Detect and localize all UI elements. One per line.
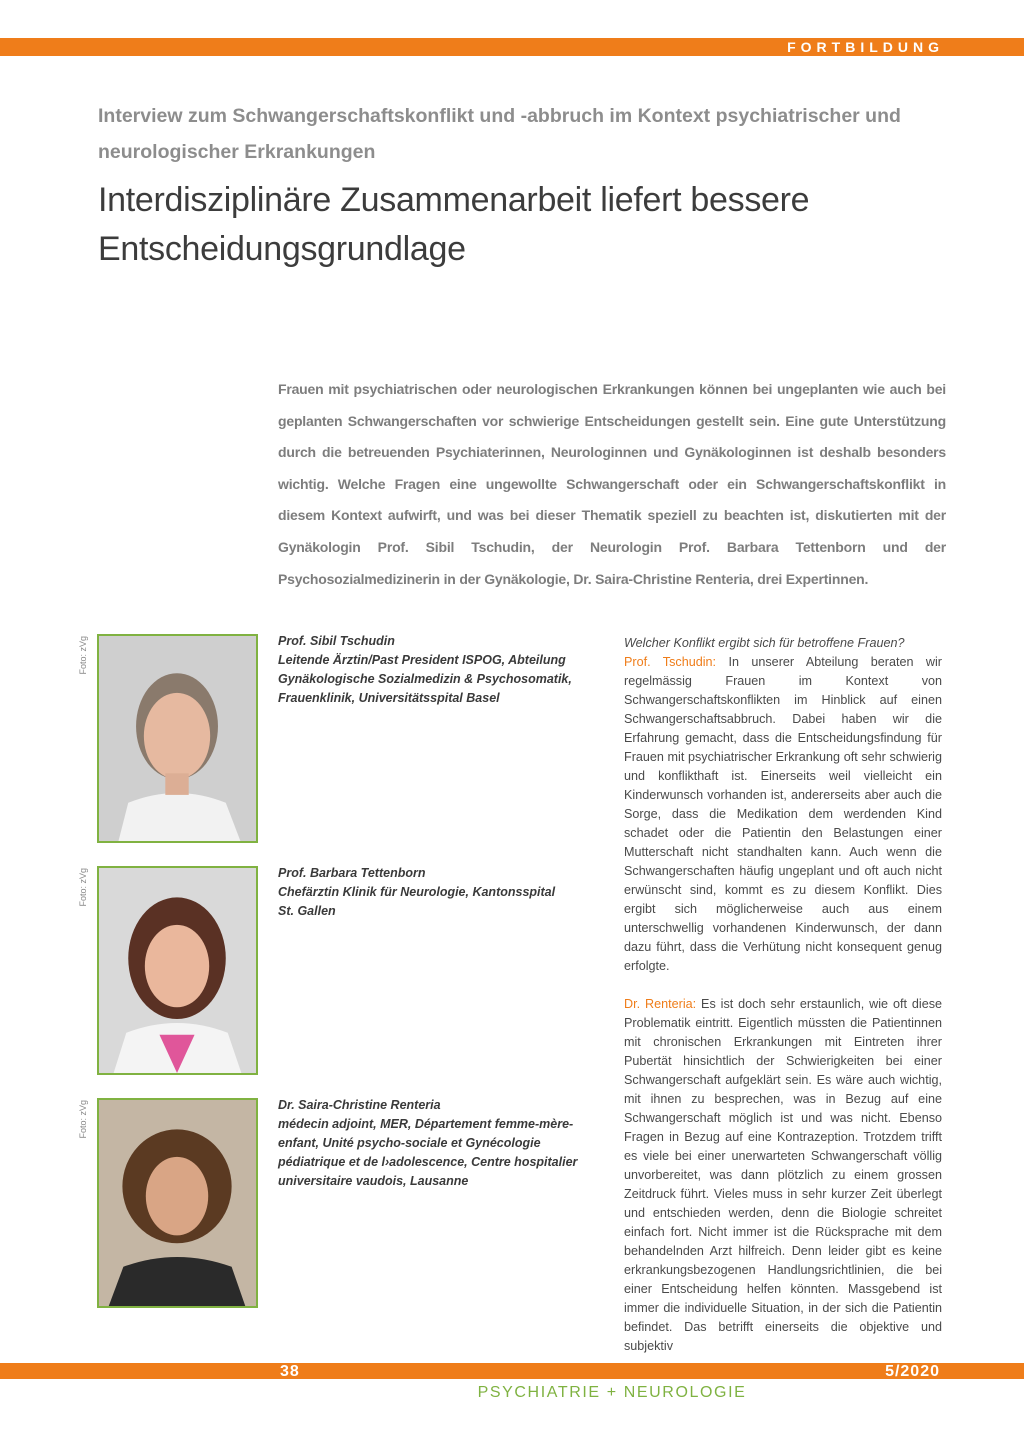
expert-affiliation-line: Chefärztin Klinik für Neurologie, Kantonsspital xyxy=(278,885,556,899)
section-bar xyxy=(0,38,1024,56)
section-label: FORTBILDUNG xyxy=(787,39,944,55)
portrait-tschudin xyxy=(97,634,258,843)
portrait-image xyxy=(99,868,256,1073)
expert-name: Dr. Saira-Christine Renteria xyxy=(278,1098,441,1112)
expert-affiliation-line: médecin adjoint, MER, Département femme-mère- xyxy=(278,1117,574,1131)
answer-text: Es ist doch sehr erstaunlich, wie oft diese Problematik eintritt. Eigentlich müssten die Patientinnen mit chronischen Erkrankungen mit Eintreten ihrer Pubertät hinsichtlich der Schwierigkeiten bei einer Schwangerschaft aufgeklärt sein. Es wäre auch wichtig, mit ihnen zu besprechen, was in Bezug auf eine Schwangerschaft möglich ist und was nicht. Ebenso Fragen in Bezug auf eine Kontrazeption. Trotzdem trifft es viele bei einer unerwarteten Schwangerschaft völlig unvorbereitet, was dann plötzlich zu einem grossen Zeitdruck führt. Vieles muss in sehr kurzer Zeit überlegt und entschieden werden, denn die Biologie schreitet einfach fort. Nicht immer ist die Rücksprache mit dem behandelnden Arzt hilfreich. Denn leider gibt es keine erkrankungsbezogenen Handlungsrichtlinien, die bei einer Entscheidung helfen könnten. Massgebend ist immer die individuelle Situation, in der sich die Patientin befindet. Das betrifft einerseits die objektive und subjektiv xyxy=(624,997,942,1353)
photo-credit: Foto: zVg xyxy=(78,636,88,675)
bio-tettenborn xyxy=(278,864,588,921)
portrait-image xyxy=(99,636,256,841)
portrait-image xyxy=(99,1100,256,1306)
answer-tschudin xyxy=(624,653,942,976)
footer-bar xyxy=(0,1363,1024,1379)
bio-renteria xyxy=(278,1096,588,1191)
page-number: 38 xyxy=(280,1363,300,1380)
answer-text: In unserer Abteilung beraten wir regelmässig Frauen im Kontext von Schwangerschaftskonflikten im Hinblick auf einen Schwangerschaftsabbruch. Dabei haben wir die Erfahrung gemacht, dass die Entscheidungsfindung für Frauen mit psychiatrischer Erkrankung oft sehr schwierig und konflikthaft ist. Einerseits weil vielleicht ein Kinderwunsch vorhanden ist, andererseits aber auch die Sorge, dass die Medikation dem werdenden Kind schadet oder die Patientin den Belastungen einer Mutterschaft nicht standhalten kann. Auch wenn die Schwangerschaften häufig ungeplant und oft auch nicht erwünscht sind, kommt es zu diesem Konflikt. Dies ergibt sich möglicherweise auch aus einem unterschwellig vorhandenen Kinderwunsch, der dann dazu führt, dass die Verhütung nicht konsequent genug erfolgte. xyxy=(624,655,942,973)
journal-title: PSYCHIATRIE + NEUROLOGIE xyxy=(477,1384,747,1401)
expert-affiliation-line: Leitende Ärztin/Past President ISPOG, Abteilung xyxy=(278,653,566,667)
article-lead xyxy=(278,374,946,595)
article-headline: Interdisziplinäre Zusammenarbeit liefert bessere Entscheidungsgrundlage xyxy=(98,181,810,268)
expert-affiliation-line: Gynäkologische Sozialmedizin & Psychosomatik, xyxy=(278,672,572,686)
portrait-tettenborn xyxy=(97,866,258,1075)
speaker-label: Prof. Tschudin: xyxy=(624,655,717,669)
expert-name: Prof. Sibil Tschudin xyxy=(278,634,395,648)
photo-credit: Foto: zVg xyxy=(78,1100,88,1139)
issue-number: 5/2020 xyxy=(885,1363,940,1380)
answer-renteria xyxy=(624,995,942,1356)
lead-text: Frauen mit psychiatrischen oder neurologischen Erkrankungen können bei ungeplanten wie auch bei geplanten Schwangerschaften vor schwierige Entscheidungen gestellt sein. Eine gute Unterstützung durch die betreuenden Psychiaterinnen, Neurologinnen und Gynäkologinnen ist deshalb besonders wichtig. Welche Fragen eine ungewollte Schwangerschaft oder ein Schwangerschaftskonflikt in diesem Kontext aufwirft, und was bei dieser Thematik speziell zu beachten ist, diskutierten mit der Gynäkologin Prof. Sibil Tschudin, der Neurologin Prof. Barbara Tettenborn und der Psychosozialmedizinerin in der Gynäkologie, Dr. Saira-Christine Renteria, drei Expertinnen. xyxy=(278,381,946,587)
expert-affiliation-line: enfant, Unité psycho-sociale et Gynécologie xyxy=(278,1136,541,1150)
photo-credit: Foto: zVg xyxy=(78,868,88,907)
bio-tschudin xyxy=(278,632,588,708)
expert-affiliation-line: Frauenklinik, Universitätsspital Basel xyxy=(278,691,500,705)
speaker-label: Dr. Renteria: xyxy=(624,997,697,1011)
portrait-renteria xyxy=(97,1098,258,1308)
expert-affiliation-line: pédiatrique et de l›adolescence, Centre hospitalier xyxy=(278,1155,578,1169)
interview-column xyxy=(624,634,942,1356)
expert-affiliation-line: St. Gallen xyxy=(278,904,336,918)
interview-question: Welcher Konflikt ergibt sich für betroffene Frauen? xyxy=(624,636,905,650)
article-kicker: Interview zum Schwangerschaftskonflikt und -abbruch im Kontext psychiatrischer und neurologischer Erkrankungen xyxy=(98,105,901,163)
expert-name: Prof. Barbara Tettenborn xyxy=(278,866,426,880)
expert-affiliation-line: universitaire vaudois, Lausanne xyxy=(278,1174,469,1188)
